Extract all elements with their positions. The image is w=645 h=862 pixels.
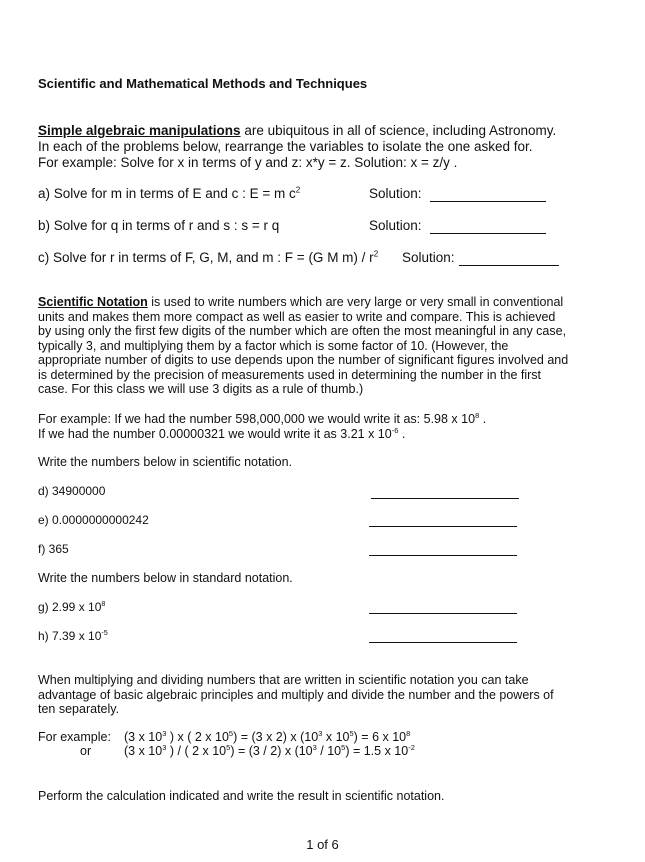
problem-f: f) 365 [38,542,69,556]
notation-example-1: For example: If we had the number 598,000,000 we would write it as: 5.98 x $10^8$ . [38,410,487,426]
problem-c: c) Solve for r in terms of F, G, M, and m : F = (G M $m) / r^2$ [38,249,379,265]
problem-e: e) 0.0000000000242 [38,513,149,527]
multiply-paragraph: When multiplying and dividing numbers that are written in scientific notation you can take advantage of basic algebraic principles and multiply and divide the number and the powers of ten separately. [38,673,554,716]
problem-h: h) 7.39 x $10^{-5}$ [38,628,108,643]
problem-g-answer-blank[interactable] [369,613,517,614]
problem-b-answer-blank[interactable] [430,233,546,234]
problem-f-answer-blank[interactable] [369,555,517,556]
notation-heading: Scientific Notation [38,295,148,309]
problem-d: d) 34900000 [38,484,106,498]
instruction-standard: Write the numbers below in standard notation. [38,571,293,585]
page-number: 1 of 6 [306,837,339,852]
algebra-example: For example: Solve for x in terms of y and z: x*y = z. Solution: x = z/y . [38,155,458,170]
multiply-example-1: (3 x $10^3$ ) x ( 2 x $10^5) = (3$ x 2) x ($10^3$ x $10^5) = 6$ x $10^8$ [124,728,411,744]
problem-g: g) 2.99 x $10^8$ [38,599,106,614]
problem-a: a) Solve for m in terms of E and c : E = m $c^2$ [38,185,301,201]
perform-instruction: Perform the calculation indicated and write the result in scientific notation. [38,789,445,803]
multiply-example-label: For example: [38,730,111,744]
problem-c-solution-label: Solution: [402,250,455,265]
problem-a-answer-blank[interactable] [430,201,546,202]
notation-paragraph: Scientific Notation is used to write numbers which are very large or very small in conventional units and makes them more compact as well as easier to write and compare. This is achieved by using only the first few digits of the number which are often the most meaningful in any case, typically 3, and multiplying them by a factor which is some factor of 10. (However, the appropriate number of digits to use depends upon the number of significant figures involved and is determined by the precision of measurements used in determining the number in the first case. For this class we will use 3 digits as a rule of thumb.) [38,295,569,396]
problem-a-solution-label: Solution: [369,186,422,201]
notation-example-2: If we had the number 0.00000321 we would write it as 3.21 x $10^{-6}$ . [38,425,406,441]
algebra-heading: Simple algebraic manipulations [38,123,241,138]
problem-e-answer-blank[interactable] [369,526,517,527]
problem-b: b) Solve for q in terms of r and s : s = r q [38,218,280,233]
multiply-example-2: (3 x $10^3$ ) / ( 2 x $10^5) = (3 / 2)$ x $(10^3 / 10^5) = 1.5$ x $10^{-2}$ [124,742,415,758]
multiply-or-label: or [80,744,92,758]
problem-d-answer-blank[interactable] [371,498,519,499]
problem-h-answer-blank[interactable] [369,642,517,643]
algebra-intro: Simple algebraic manipulations are ubiquitous in all of science, including Astronomy. In each of the problems below, rearrange the variables to isolate the one asked for. For example: Solve for x in terms of y and z: x*y = z. Solution: x = z/y . [38,123,557,170]
page-title: Scientific and Mathematical Methods and Techniques [38,76,368,91]
problem-b-solution-label: Solution: [369,218,422,233]
notation-examples [38,412,486,441]
problem-c-answer-blank[interactable] [459,265,559,266]
algebra-intro-line-2: In each of the problems below, rearrange the variables to isolate the one asked for. [38,139,533,154]
instruction-scientific: Write the numbers below in scientific notation. [38,455,293,469]
